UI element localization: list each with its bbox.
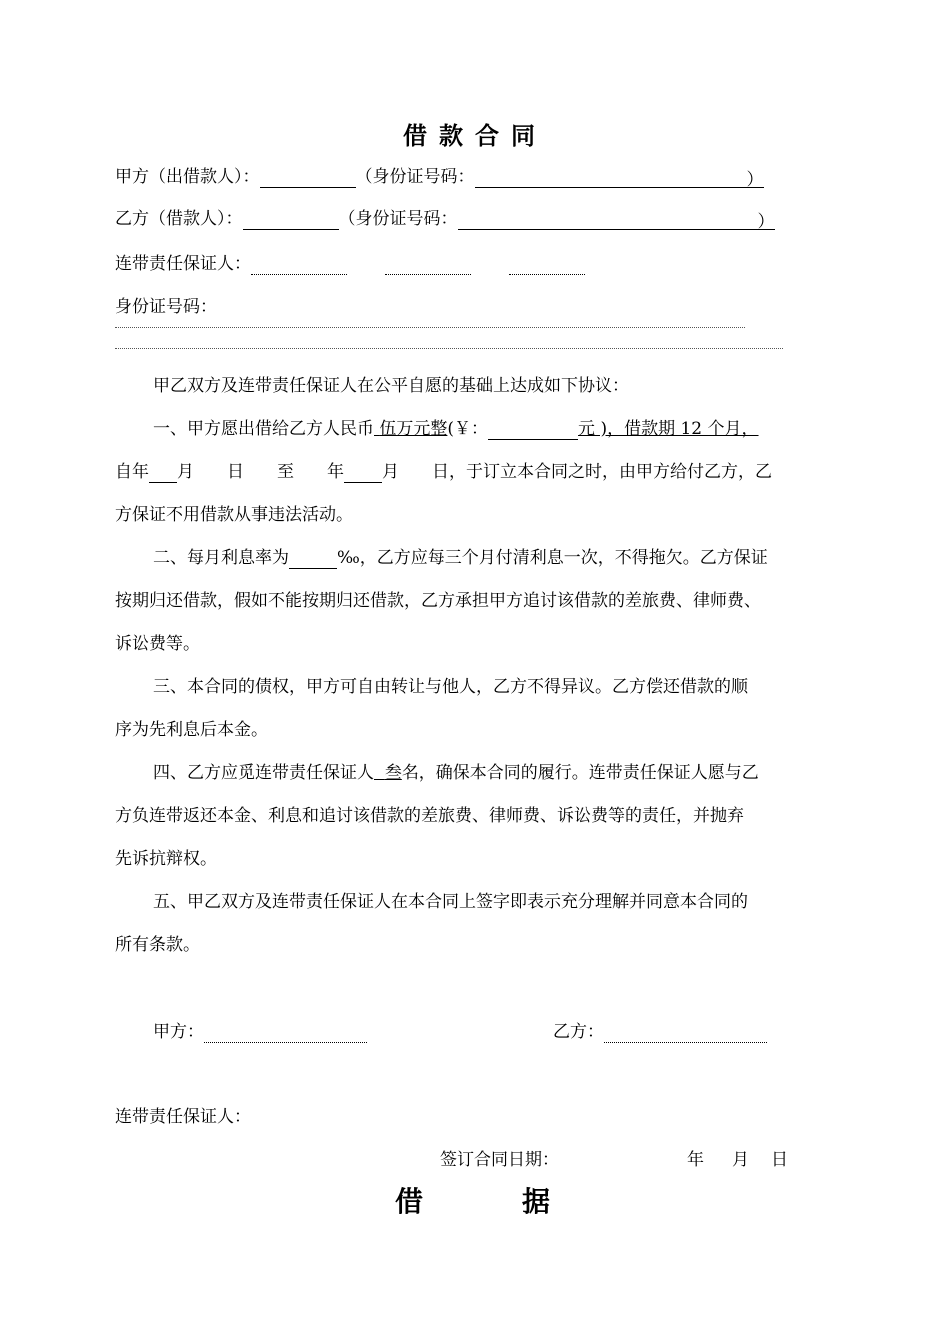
party-b-label: 乙方（借款人）：: [115, 209, 243, 229]
end-month-label: 月: [382, 462, 399, 482]
start-month-label: 月: [177, 462, 194, 482]
clause-2-text-a: 二、每月利息率为: [153, 548, 289, 568]
clause-1-text-b: (￥：: [447, 419, 489, 439]
clause-1-line-1: [153, 418, 759, 440]
party-b-id-close: ）: [757, 212, 775, 232]
receipt-title-char-2: 据: [522, 1185, 551, 1218]
party-a-line: [115, 166, 764, 188]
party-b-line: [115, 208, 775, 230]
guarantor-label: 连带责任保证人：: [115, 254, 251, 274]
loan-amount-number-field[interactable]: [488, 421, 578, 440]
party-a-signature-label: 甲方：: [153, 1022, 204, 1042]
guarantor-id-field-2[interactable]: [115, 348, 783, 349]
clause-1-text-a: 一、甲方愿出借给乙方人民币: [153, 419, 374, 439]
clause-4-line-1: [153, 762, 759, 784]
clause-2-line-2: 按期归还借款，假如不能按期归还借款，乙方承担甲方追讨该借款的差旅费、律师费、: [115, 591, 761, 611]
party-b-name-field[interactable]: [243, 211, 339, 230]
clause-5-line-1: 五、甲乙双方及连带责任保证人在本合同上签字即表示充分理解并同意本合同的: [153, 892, 748, 912]
clause-4-text-a: 四、乙方应觅连带责任保证人: [153, 763, 374, 783]
party-b-signature-field[interactable]: [604, 1024, 767, 1043]
party-a-label: 甲方（出借款人）：: [115, 167, 260, 187]
party-b-id-label: （身份证号码：: [338, 209, 458, 229]
end-year-field[interactable]: [344, 464, 382, 483]
party-a-id-field[interactable]: [475, 169, 747, 188]
guarantor-id-field-1[interactable]: [115, 327, 745, 328]
clause-5-line-2: 所有条款。: [115, 935, 200, 955]
guarantor-signature-label: 连带责任保证人：: [115, 1107, 251, 1127]
clause-2-line-1: [153, 547, 768, 569]
guarantor-name-field-2[interactable]: [385, 256, 471, 275]
start-year-field[interactable]: [149, 464, 177, 483]
party-a-name-field[interactable]: [260, 169, 356, 188]
start-year-label: 自年: [115, 462, 149, 482]
receipt-title-char-1: 借: [395, 1185, 424, 1218]
clause-1-text-c: 元 )，借款期 12 个月，: [578, 419, 759, 439]
guarantor-count: 叁: [384, 763, 402, 783]
party-b-signature-label: 乙方：: [553, 1022, 604, 1042]
sign-year-label: 年: [687, 1150, 704, 1170]
guarantor-name-field-3[interactable]: [509, 256, 585, 275]
party-b-signature-line: [553, 1021, 767, 1043]
loan-amount: 伍万元整: [379, 419, 448, 439]
sign-month-label: 月: [732, 1150, 749, 1170]
end-year-label: 年: [327, 462, 344, 482]
clause-4-line-3: 先诉抗辩权。: [115, 849, 217, 869]
sign-date-label: 签订合同日期：: [440, 1150, 559, 1170]
sign-day-label: 日: [771, 1150, 788, 1170]
sign-date-line: [440, 1149, 788, 1171]
start-day-label: 日: [227, 462, 244, 482]
interest-rate-field[interactable]: [289, 550, 337, 569]
guarantor-line: [115, 253, 585, 275]
party-a-signature-field[interactable]: [204, 1024, 367, 1043]
to-label: 至: [277, 462, 294, 482]
party-a-id-label: （身份证号码：: [355, 167, 475, 187]
party-b-id-field[interactable]: [458, 211, 758, 230]
party-a-signature-line: [153, 1021, 367, 1043]
party-a-id-close: ）: [746, 170, 764, 190]
clause-1-line-3: 方保证不用借款从事违法活动。: [115, 505, 353, 525]
clause-2-line-3: 诉讼费等。: [115, 634, 200, 654]
clause-2-text-b: ‰，乙方应每三个月付清利息一次，不得拖欠。乙方保证: [337, 548, 768, 568]
clause-1-line-2: [115, 461, 772, 483]
intro-text: 甲乙双方及连带责任保证人在公平自愿的基础上达成如下协议：: [153, 376, 629, 396]
guarantor-name-field-1[interactable]: [251, 256, 347, 275]
clause-4-line-2: 方负连带返还本金、利息和追讨该借款的差旅费、律师费、诉讼费等的责任，并抛弃: [115, 806, 744, 826]
clause-4-text-b: 名，确保本合同的履行。连带责任保证人愿与乙: [401, 763, 759, 783]
clause-1-text-d: 日，于订立本合同之时，由甲方给付乙方，乙: [432, 462, 772, 482]
guarantor-id-label: 身份证号码：: [115, 297, 217, 317]
clause-3-line-2: 序为先利息后本金。: [115, 720, 268, 740]
loan-amount-field[interactable]: [374, 419, 447, 439]
clause-3-line-1: 三、本合同的债权，甲方可自由转让与他人，乙方不得异议。乙方偿还借款的顺: [153, 677, 748, 697]
guarantor-count-field[interactable]: [374, 763, 402, 783]
contract-title: 借款合同: [403, 121, 547, 150]
